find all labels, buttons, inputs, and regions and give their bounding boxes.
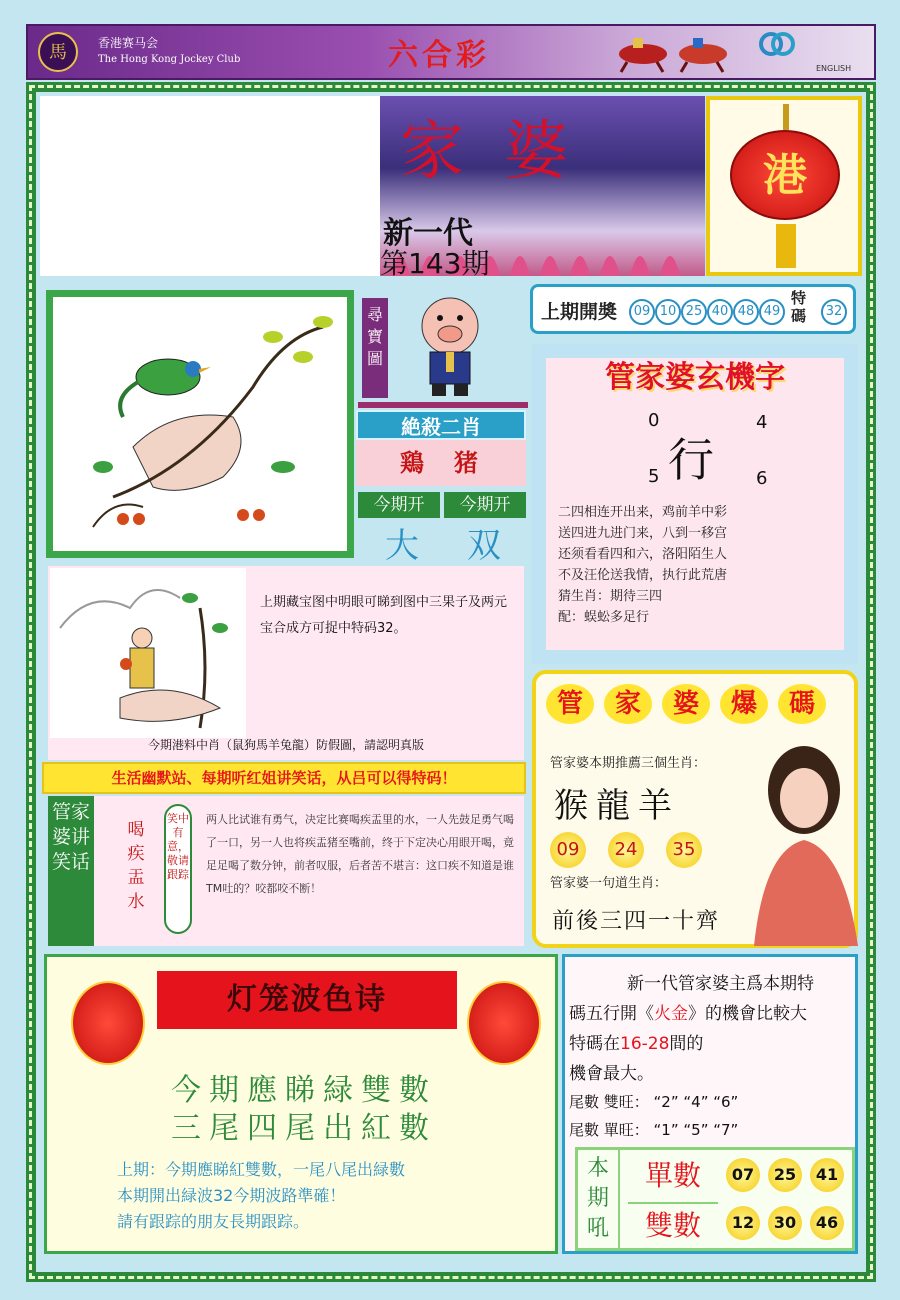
even-label: 雙數 xyxy=(628,1202,718,1246)
poem-line-1: 今期應睇緑雙數 xyxy=(171,1073,437,1108)
divider xyxy=(358,402,528,408)
digit-bottom-left: 5 xyxy=(648,466,660,487)
burst-title-char: 家 xyxy=(604,684,652,724)
special-label: 特碼 xyxy=(791,289,807,325)
poem-line: 不及汪伦送我情，执行此荒唐 xyxy=(558,568,728,583)
last-draw-box xyxy=(530,284,856,334)
five-line-3 xyxy=(569,1029,703,1054)
tail-odd-line: 尾數 單旺： “1” “5” “7” xyxy=(569,1121,739,1139)
poem-line: 配：蜈蚣多足行 xyxy=(558,610,650,625)
burst-title xyxy=(546,684,846,724)
digit-bottom-right: 6 xyxy=(756,468,768,489)
open-label-1: 今期开 xyxy=(358,492,440,518)
lantern-tassel xyxy=(776,224,796,268)
joke-box xyxy=(94,796,524,946)
lantern-poem-box xyxy=(44,954,558,1254)
five-line-1: 新一代管家婆主爲本期特 xyxy=(627,974,814,994)
five-text: 》的機會比較大 xyxy=(688,1004,807,1024)
mystery-title: 管家婆玄機字 xyxy=(605,360,785,395)
poem-note-1: 上期：今期應睇紅雙數，一尾八尾出緑數 xyxy=(117,1160,406,1179)
poem-line-2: 三尾四尾出紅數 xyxy=(171,1111,437,1146)
odd-even-table xyxy=(575,1147,855,1251)
digit-top-right: 4 xyxy=(756,412,768,433)
pig-mascot-icon xyxy=(400,290,500,400)
poem-line: 还须看看四和六，洛阳陌生人 xyxy=(558,547,728,562)
hint-note: 今期港料中肖（鼠狗馬羊兔龍）防假圖，請認明真版 xyxy=(147,738,424,752)
five-text: 特碼在 xyxy=(569,1034,620,1054)
five-line-4: 機會最大。 xyxy=(569,1064,654,1084)
lantern-icon: 港 xyxy=(730,130,840,220)
burst-code-box xyxy=(532,670,858,948)
jockey-club-logo: 馬 xyxy=(38,32,78,72)
hint-panel xyxy=(48,566,524,760)
english-logo-icon[interactable] xyxy=(758,32,796,56)
even-ball: 12 xyxy=(726,1206,760,1240)
burst-number: 35 xyxy=(666,832,702,868)
double-value: 双 xyxy=(467,526,501,566)
slogan-bar: 生活幽默站、每期听红姐讲笑话，从吕可以得特码！ xyxy=(42,762,526,794)
draw-ball: 49 xyxy=(759,299,785,325)
horses-icon xyxy=(603,30,753,74)
odd-ball: 25 xyxy=(768,1158,802,1192)
tail-even-line: 尾數 雙旺： “2” “4” “6” xyxy=(569,1093,739,1111)
joke-category: 喝疾盂水 xyxy=(127,820,145,912)
mystery-poem xyxy=(558,502,838,628)
burst-title-char: 管 xyxy=(546,684,594,724)
treasure-picture xyxy=(46,290,354,558)
joke-side-title: 管家婆讲笑话 xyxy=(48,796,94,946)
draw-ball: 25 xyxy=(681,299,707,325)
poem-line: 猜生肖：期待三四 xyxy=(558,589,663,604)
club-name-cn: 香港赛马会 xyxy=(98,36,159,50)
range-highlight: 16-28 xyxy=(620,1034,670,1054)
open-label-2: 今期开 xyxy=(444,492,526,518)
blank-area xyxy=(40,96,380,276)
special-ball: 32 xyxy=(821,299,847,325)
poem-line: 二四相连开出来，鸡前羊中彩 xyxy=(558,505,728,520)
odd-ball: 41 xyxy=(810,1158,844,1192)
poem-banner: 灯笼波色诗 xyxy=(157,971,457,1029)
banner-title: 家婆 xyxy=(400,115,608,189)
burst-animals: 猴龍羊 xyxy=(554,786,680,826)
lantern-icon xyxy=(71,981,145,1065)
draw-ball: 48 xyxy=(733,299,759,325)
top-bar xyxy=(26,24,876,80)
treasure-map-label: 尋寶圖 xyxy=(362,298,388,398)
joke-text: 两人比试谁有勇气，决定比赛喝疾盂里的水，一人先鼓足勇气喝了一口，另一人也将疾盂猪至嘴前，终于下定决心用眼开喝，竟足足喝了数分钟，前者叹服，后者苦不堪言：这口疾不知道是谁TM吐的？咬都咬不断！ xyxy=(206,813,514,895)
five-text: 碼五行開《 xyxy=(569,1004,654,1024)
burst-title-char: 爆 xyxy=(720,684,768,724)
mystery-word: 行 xyxy=(668,433,714,487)
burst-title-char: 婆 xyxy=(662,684,710,724)
english-link[interactable]: ENGLISH xyxy=(816,64,852,73)
kill-two-title: 絶殺二肖 xyxy=(356,410,526,440)
big-value: 大 xyxy=(385,526,419,566)
even-ball: 30 xyxy=(768,1206,802,1240)
poem-line: 送四进九进门来，八到一移宫 xyxy=(558,526,728,541)
lottery-title[interactable]: 六合彩 xyxy=(388,38,490,73)
last-draw-label: 上期開奬 xyxy=(541,301,618,323)
five-line-2 xyxy=(569,999,807,1024)
joke-tag: 笑中有意，敬请跟踪 xyxy=(164,804,192,934)
draw-ball: 10 xyxy=(655,299,681,325)
issue-number: 第143期 xyxy=(380,247,490,280)
burst-number: 09 xyxy=(550,832,586,868)
club-name-en: The Hong Kong Jockey Club xyxy=(98,54,241,65)
draw-ball: 09 xyxy=(629,299,655,325)
odd-ball: 07 xyxy=(726,1158,760,1192)
digit-top-left: 0 xyxy=(648,410,660,431)
burst-number: 24 xyxy=(608,832,644,868)
mystery-word-box xyxy=(532,344,858,664)
kill-two-animals: 鶏猪 xyxy=(356,440,526,486)
hint-text: 上期藏宝图中明眼可睇到图中三果子及两元宝合成方可捉中特码32。 xyxy=(260,595,508,636)
five-text: 間的 xyxy=(669,1034,704,1054)
burst-lead: 管家婆本期推薦三個生肖： xyxy=(550,756,707,771)
bird-branch-illustration xyxy=(53,297,347,551)
draw-ball: 40 xyxy=(707,299,733,325)
hint-picture xyxy=(50,568,246,738)
banner-subtitle: 新一代 xyxy=(383,216,473,251)
lantern-icon xyxy=(467,981,541,1065)
burst-phrase: 前後三四一十齊 xyxy=(552,909,721,934)
girl-photo xyxy=(734,730,858,946)
even-ball: 46 xyxy=(810,1206,844,1240)
burst-lead2: 管家婆一句道生肖： xyxy=(550,876,668,891)
odd-label: 單數 xyxy=(644,1159,701,1192)
poem-note-2: 本期開出緑波32今期波路準確！ xyxy=(117,1186,346,1205)
table-side-label: 本期吼 xyxy=(578,1150,620,1248)
poem-note-3: 請有跟踪的朋友長期跟踪。 xyxy=(117,1212,310,1231)
burst-title-char: 碼 xyxy=(778,684,826,724)
boy-tree-illustration xyxy=(50,568,246,738)
lantern-string xyxy=(783,104,789,130)
five-element-highlight: 火金 xyxy=(654,1004,688,1024)
lantern-box xyxy=(706,96,862,276)
five-elements-box xyxy=(562,954,858,1254)
